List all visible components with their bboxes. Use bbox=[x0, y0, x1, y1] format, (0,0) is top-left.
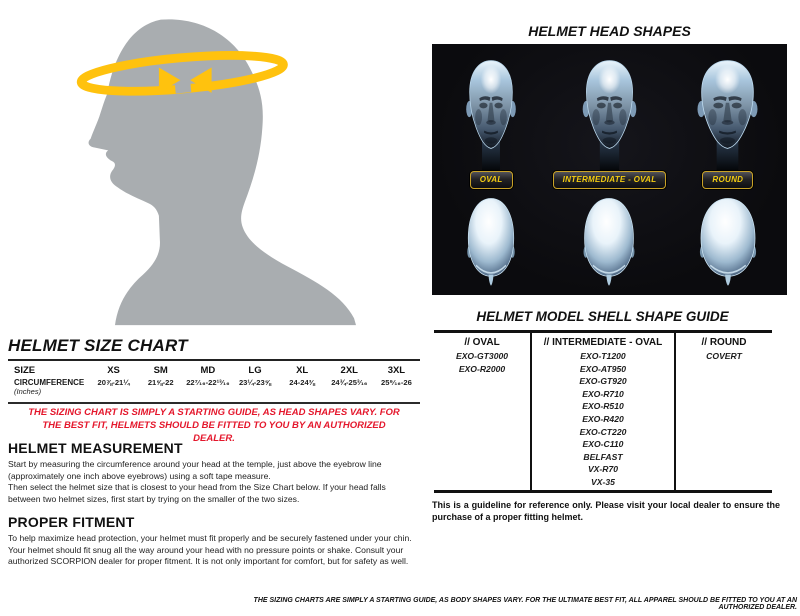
circumference-value: 22⁷⁄₁₆-22¹³⁄₁₆ bbox=[186, 378, 230, 387]
footer-disclaimer: THE SIZING CHARTS ARE SIMPLY A STARTING GUIDE, AS BODY SHAPES VARY. FOR THE ULTIMATE BEST FIT, ALL APPAREL SHOULD BE FITTED TO YOU AT AN AUTHORIZED DEALER. bbox=[253, 597, 797, 611]
circumference-value: 23¼-23⅝ bbox=[238, 378, 272, 387]
size-chart-title: HELMET SIZE CHART bbox=[8, 336, 188, 355]
top-heads-row bbox=[432, 194, 787, 291]
helmet-model: EXO-GT920 bbox=[579, 376, 627, 387]
head-shapes-panel bbox=[432, 44, 787, 295]
circumference-value: 24¾-25³⁄₁₆ bbox=[331, 378, 368, 387]
helmet-measurement-para1: Start by measuring the circumference around your head at the temple, just above the eyebrow line (approximately one inch above eyebrows) using a soft tape measure. bbox=[8, 459, 382, 481]
shape-label-cell bbox=[669, 170, 787, 190]
helmet-model: EXO-R2000 bbox=[458, 363, 506, 374]
size-column-header: LG bbox=[248, 365, 262, 376]
circumference-value: 24-24⅜ bbox=[289, 378, 316, 387]
shell-shape-table bbox=[434, 330, 772, 493]
proper-fitment-section bbox=[8, 514, 418, 568]
helmet-model: EXO-C110 bbox=[582, 439, 624, 450]
shell-column bbox=[676, 333, 772, 490]
size-chart-header-row bbox=[8, 365, 420, 376]
head-measurement-diagram bbox=[34, 8, 356, 328]
front-head-oval bbox=[432, 48, 550, 170]
helmet-model: EXO-R710 bbox=[582, 388, 624, 399]
circumference-unit: (Inches) bbox=[14, 387, 42, 396]
size-column-header: XS bbox=[107, 365, 120, 376]
shape-label-oval: OVAL bbox=[470, 171, 513, 189]
front-head-round bbox=[669, 48, 787, 170]
shell-shape-note: This is a guideline for reference only. Please visit your local dealer to ensure the purchase of a proper fitting helmet. bbox=[432, 500, 780, 522]
helmet-model: EXO-T1200 bbox=[580, 351, 626, 361]
shape-label-cell bbox=[432, 170, 550, 190]
helmet-measurement-title: HELMET MEASUREMENT bbox=[8, 440, 183, 456]
shell-column-header: // ROUND bbox=[701, 337, 747, 348]
size-column-header: XL bbox=[296, 365, 309, 376]
size-column-header: SIZE bbox=[14, 365, 36, 376]
size-column-header: 2XL bbox=[340, 365, 358, 376]
top-head-intermediate-oval bbox=[550, 194, 668, 291]
helmet-model: EXO-AT950 bbox=[579, 363, 627, 374]
proper-fitment-title: PROPER FITMENT bbox=[8, 514, 135, 530]
helmet-model: VX-R70 bbox=[587, 464, 619, 475]
front-heads-row bbox=[432, 48, 787, 170]
helmet-model: EXO-CT220 bbox=[579, 426, 627, 437]
shell-column bbox=[530, 333, 676, 490]
shape-label-cell bbox=[550, 170, 668, 190]
shell-shape-guide-title: HELMET MODEL SHELL SHAPE GUIDE bbox=[476, 309, 729, 324]
shape-label-row bbox=[432, 170, 787, 190]
circumference-label: CIRCUMFERENCE bbox=[14, 378, 85, 387]
circumference-row-label bbox=[8, 376, 90, 396]
helmet-model: BELFAST bbox=[583, 451, 623, 462]
helmet-model: EXO-R510 bbox=[582, 401, 624, 412]
size-column-header: 3XL bbox=[387, 365, 406, 376]
helmet-measurement-para2: Then select the helmet size that is closest to your head from the Size Chart below. If your head falls between two helmet sizes, first start by trying on the smaller of the two sizes. bbox=[8, 482, 386, 504]
size-column-header: SM bbox=[153, 365, 168, 376]
shape-label-intermediate-oval: INTERMEDIATE - OVAL bbox=[553, 171, 667, 189]
shell-column bbox=[434, 333, 530, 490]
top-head-round bbox=[669, 194, 787, 291]
helmet-model: EXO-R420 bbox=[582, 413, 624, 424]
shell-column-header: // INTERMEDIATE - OVAL bbox=[543, 337, 663, 348]
helmet-model: VX-35 bbox=[591, 476, 615, 487]
size-column-header: MD bbox=[200, 365, 216, 376]
divider bbox=[8, 359, 420, 361]
size-chart-value-row bbox=[8, 376, 420, 396]
circumference-value: 21⅝-22 bbox=[147, 378, 174, 387]
size-chart-section bbox=[8, 336, 420, 404]
sizing-warning-text: THE SIZING CHART IS SIMPLY A STARTING GUIDE, AS HEAD SHAPES VARY. FOR THE BEST FIT, HELMETS SHOULD BE FITTED TO YOU BY AN AUTHORIZED DEALER. bbox=[28, 407, 400, 444]
head-shapes-title: HELMET HEAD SHAPES bbox=[528, 23, 691, 39]
shape-label-round: ROUND bbox=[702, 171, 753, 189]
helmet-model: EXO-GT3000 bbox=[455, 351, 509, 361]
divider bbox=[8, 402, 420, 404]
proper-fitment-body: To help maximize head protection, your helmet must fit properly and be securely fastened under your chin. Your helmet should fit snug all the way around your head with no pressure points or shake. Consult your authorized SCORPION dealer for proper fitment. It is not only important for comfort, but for safety as well. bbox=[8, 533, 412, 566]
top-head-oval bbox=[432, 194, 550, 291]
circumference-value: 20⅞-21¼ bbox=[97, 378, 130, 387]
helmet-model: COVERT bbox=[706, 351, 742, 361]
circumference-value: 25⁹⁄₁₆-26 bbox=[380, 378, 412, 387]
front-head-intermediate-oval bbox=[550, 48, 668, 170]
helmet-measurement-section bbox=[8, 440, 418, 505]
shell-column-header: // OVAL bbox=[464, 337, 500, 348]
